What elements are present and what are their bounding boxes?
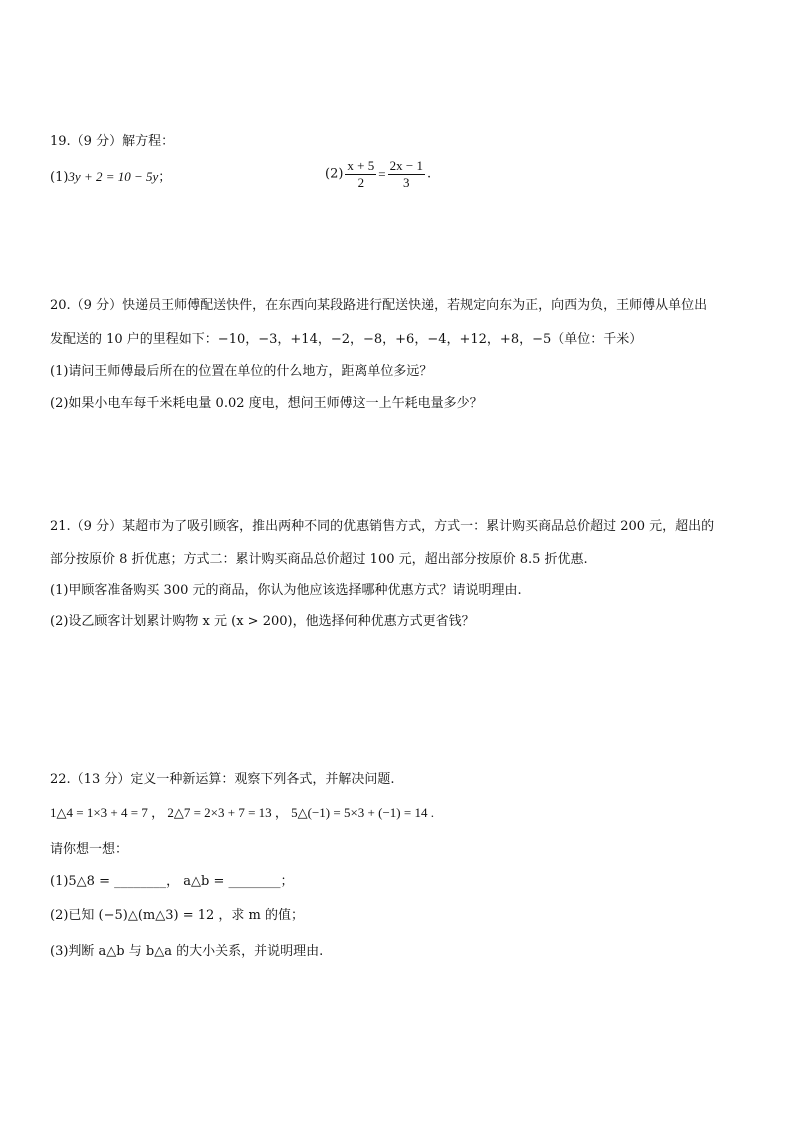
q19-fraction-right-denominator: 3	[403, 175, 410, 190]
q19-fraction-left-denominator: 2	[357, 175, 365, 190]
q19-fraction-right	[388, 158, 425, 191]
q21-question2: (2)设乙顾客计划累计购物 x 元 (x > 200)，他选择何种优惠方式更省钱？	[50, 614, 475, 629]
q19-part1-equation: 3y + 2 = 10 − 5y	[68, 169, 159, 184]
q22-header: 22.（13 分）定义一种新运算：观察下列各式，并解决问题.	[50, 772, 395, 787]
q20-question1: (1)请问王师傅最后所在的位置在单位的什么地方，距离单位多远？	[50, 364, 433, 379]
q19-fraction-left-numerator: x + 5	[347, 158, 375, 173]
q20-question2: (2)如果小电车每千米耗电量 0.02 度电，想问王师傅这一上午耗电量多少？	[50, 396, 483, 411]
q22-question2: (2)已知 (−5)△(m△3) = 12 ，求 m 的值；	[50, 908, 305, 923]
q19-fraction-right-numerator: 2x − 1	[389, 158, 423, 173]
q19-header: 19.（9 分）解方程：	[50, 134, 175, 149]
q20-line2: 发配送的 10 户的里程如下：−10，−3，+14，−2，−8，+6，−4，+12，+8，−5（单位：千米）	[50, 332, 643, 347]
q21-line1: 21.（9 分）某超市为了吸引顾客，推出两种不同的优惠销售方式，方式一：累计购买商品总价超过 200 元，超出的	[50, 519, 715, 534]
q19-part2-label: (2)	[325, 166, 344, 182]
q22-question1: (1)5△8 = ________， a△b = ________；	[50, 874, 294, 889]
q22-question3: (3)判断 a△b 与 b△a 的大小关系，并说明理由.	[50, 944, 324, 959]
q21-question1: (1)甲顾客准备购买 300 元的商品，你认为他应该选择哪种优惠方式？请说明理由.	[50, 583, 522, 598]
q19-part1-label: (1)	[50, 170, 69, 185]
q19-fraction-left	[345, 158, 376, 191]
q19-part1-tail: ；	[158, 170, 172, 185]
q19-part2-equals: =	[378, 166, 386, 182]
q19-part1	[50, 168, 171, 187]
q21-line2: 部分按原价 8 折优惠；方式二：累计购买商品总价超过 100 元，超出部分按原价 8.5 折优惠.	[50, 552, 588, 567]
q19-part2-tail: .	[426, 166, 432, 182]
q20-line1: 20.（9 分）快递员王师傅配送快件，在东西向某段路进行配送快递，若规定向东为正，向西为负，王师傅从单位出	[50, 298, 708, 313]
q22-prompt: 请你想一想：	[50, 842, 129, 857]
q22-examples: 1△4 = 1×3 + 4 = 7 ， 2△7 = 2×3 + 7 = 13 ， 5△(−1) = 5×3 + (−1) = 14 .	[50, 805, 434, 820]
q19-part2	[325, 158, 431, 191]
